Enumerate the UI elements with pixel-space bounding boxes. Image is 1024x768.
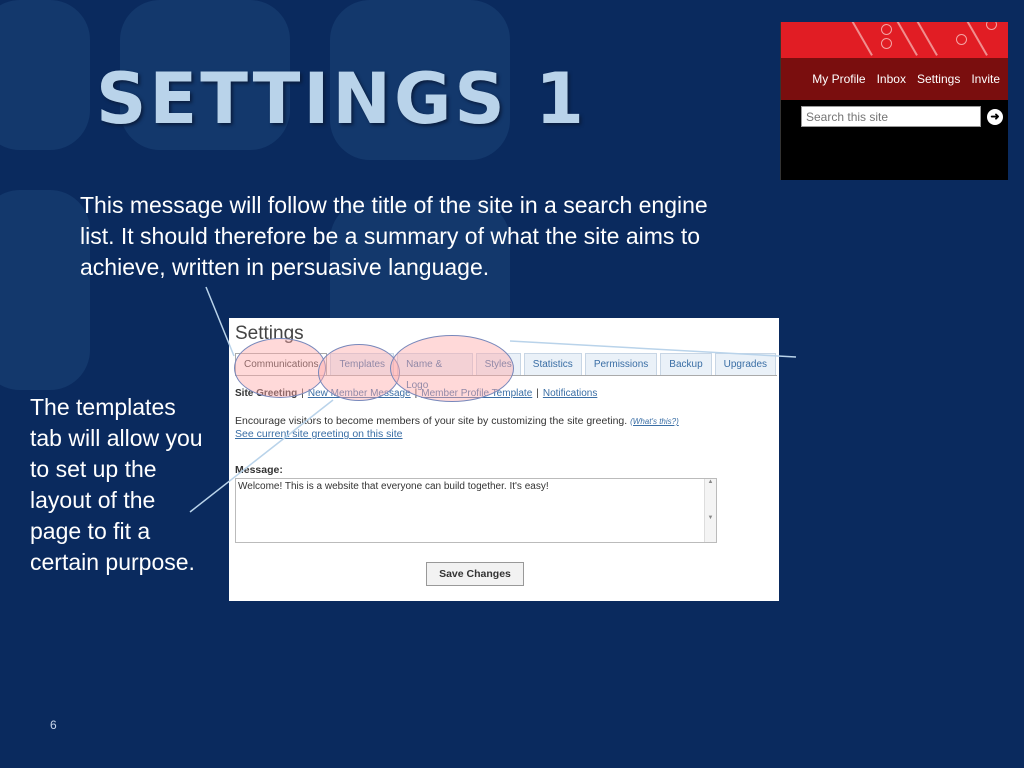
tab-backup[interactable]: Backup [660,353,711,375]
tab-communications[interactable]: Communications [235,353,327,375]
arrow-right-circle-icon[interactable]: ➜ [987,109,1003,125]
subnav-new-member-message[interactable]: New Member Message [307,388,411,399]
see-greeting-link[interactable]: See current site greeting on this site [235,428,403,440]
whats-this-link[interactable]: (What's this?) [630,417,679,426]
subnav-member-profile-template[interactable]: Member Profile Template [421,388,533,399]
intro-text: This message will follow the title of the site in a search engine list. It should therefore be a summary of what the site aims to achieve, written in persuasive language. [80,192,708,280]
slide-title: SETTINGS 1 [96,58,587,140]
page-number: 6 [50,718,57,732]
callout-line-templates [190,400,333,512]
nav-settings[interactable]: Settings [916,72,961,86]
tab-templates[interactable]: Templates [330,353,394,375]
tab-permissions[interactable]: Permissions [585,353,657,375]
nav-invite[interactable]: Invite [971,72,1000,86]
settings-subnav: Site Greeting | New Member Message | Member Profile Template | Notifications [235,388,598,399]
tab-upgrades[interactable]: Upgrades [715,353,776,375]
tab-styles[interactable]: Styles [476,353,521,375]
message-label: Message: [235,464,283,476]
tab-statistics[interactable]: Statistics [524,353,582,375]
subnav-notifications[interactable]: Notifications [542,388,598,399]
templates-note: The templates tab will allow you to set up the layout of the page to fit a certain purpose. [30,394,203,575]
textarea-scrollbar[interactable]: ▲ ▼ [704,479,716,542]
subnav-site-greeting: Site Greeting [235,388,298,399]
callout-line-greeting [206,287,234,356]
description-text: Encourage visitors to become members of your site by customizing the site greeting. [235,415,628,427]
save-changes-button[interactable]: Save Changes [426,562,524,586]
tab-name-logo[interactable]: Name & Logo [397,353,473,375]
settings-title: Settings [235,323,304,344]
callout-line-name-logo [510,341,796,357]
nav-my-profile[interactable]: My Profile [812,72,866,86]
message-value: Welcome! This is a website that everyone can build together. It's easy! [238,481,549,492]
nav-inbox[interactable]: Inbox [876,72,906,86]
